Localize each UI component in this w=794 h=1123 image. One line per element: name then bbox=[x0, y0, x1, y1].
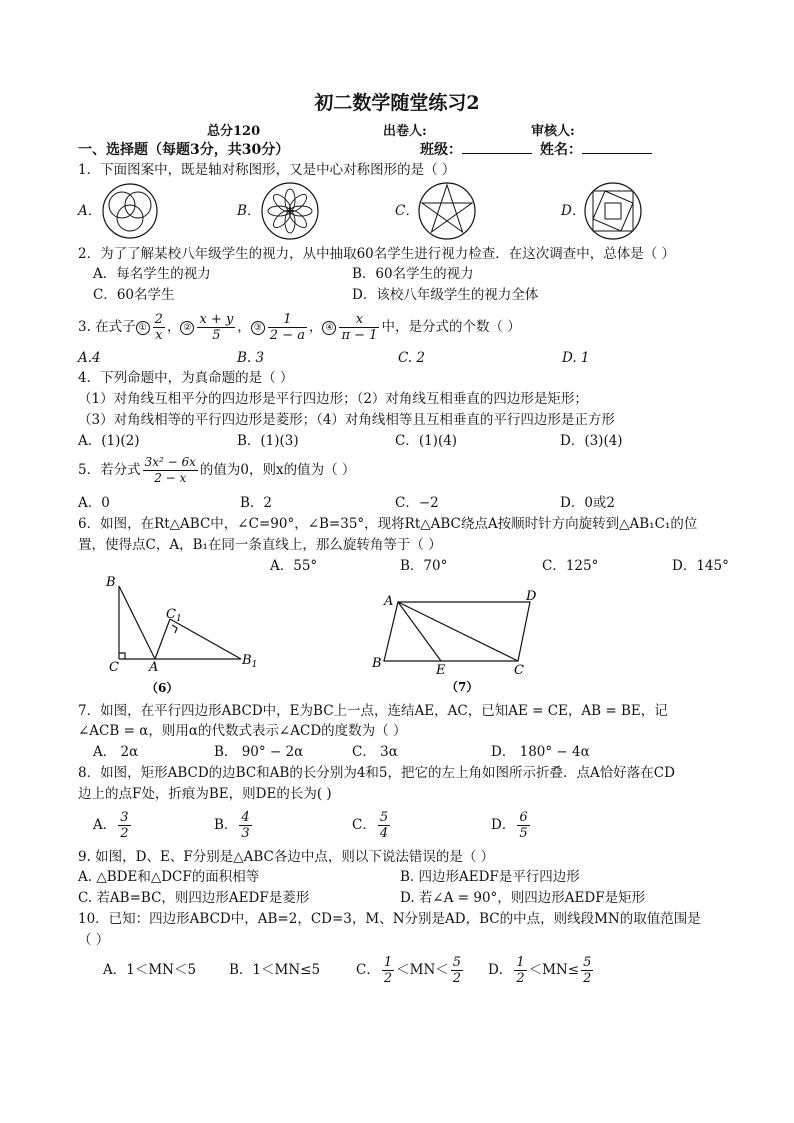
q4-statements-1: （1）对角线互相平分的四边形是平行四边形；（2）对角线互相垂直的四边形是矩形； bbox=[78, 391, 588, 407]
q5-option-a: A．0 bbox=[78, 495, 110, 511]
q4-option-a: A．(1)(2) bbox=[78, 433, 140, 449]
q9-stem: 9. 如图，D、E、F分别是△ABC各边中点，则以下说法错误的是（ ） bbox=[78, 849, 495, 865]
figure-7 bbox=[368, 585, 548, 697]
q3-option-d: D. 1 bbox=[562, 350, 590, 366]
q6-stem-1: 6．如图，在Rt△ABC中，∠C=90°，∠B=35°，现将Rt△ABC绕点A按顺时针方向旋转到△AB₁C₁的位 bbox=[78, 516, 698, 532]
q8-b-fraction bbox=[239, 810, 251, 841]
q8-c-num: 5 bbox=[379, 810, 389, 825]
q5-fraction bbox=[143, 455, 198, 486]
fig7-label-d: D bbox=[526, 589, 537, 604]
q1-figure-b bbox=[255, 181, 325, 241]
q3-f4-numerator: x bbox=[339, 312, 379, 328]
q10-c-lower bbox=[382, 955, 394, 986]
fig7-label-c: C bbox=[514, 663, 524, 678]
q3-option-c: C. 2 bbox=[398, 350, 426, 366]
q8-b-label: B． bbox=[214, 817, 238, 833]
class-blank bbox=[462, 153, 532, 154]
q10-c-upper-den: 2 bbox=[452, 971, 462, 986]
q7-option-c: C． 3α bbox=[352, 744, 398, 760]
class-label: 班级： bbox=[420, 142, 462, 158]
q4-statements-2: （3）对角线相等的平行四边形是菱形；（4）对角线相等且互相垂直的平行四边形是正方形 bbox=[78, 412, 615, 428]
q2-option-c: C．60名学生 bbox=[93, 287, 175, 303]
q3-fraction-3 bbox=[268, 312, 307, 343]
q10-d-label: D． bbox=[488, 962, 513, 978]
q1-figure-d bbox=[578, 180, 648, 242]
q10-d-upper bbox=[581, 955, 593, 986]
q5-option-d: D．0或2 bbox=[560, 495, 616, 511]
q8-b-num: 4 bbox=[241, 810, 250, 825]
q10-option-a: A．1＜MN＜5 bbox=[103, 962, 197, 978]
q8-a-label: A． bbox=[93, 817, 117, 833]
q3-f3-numerator: 1 bbox=[268, 312, 307, 328]
q10-c-lower-den: 2 bbox=[383, 971, 393, 986]
fig7-caption: （7） bbox=[446, 680, 479, 694]
q10-stem-1: 10．已知：四边形ABCD中，AB=2，CD=3，M、N分别是AD，BC的中点，则线段MN的取值范围是 bbox=[78, 911, 701, 927]
q3-suffix: 中，是分式的个数（ ） bbox=[381, 319, 521, 335]
q8-option-b bbox=[214, 808, 254, 842]
q2-option-d: D．该校八年级学生的视力全体 bbox=[352, 287, 539, 303]
q10-c-label: C． bbox=[356, 962, 380, 978]
fig6-label-c1 bbox=[166, 607, 182, 624]
q8-option-d bbox=[491, 808, 532, 842]
page-title: 初二数学随堂练习2 bbox=[314, 92, 480, 114]
fig7-label-b: B bbox=[372, 656, 382, 671]
q3-sep-2: ， bbox=[237, 319, 251, 335]
fig6-label-a: A bbox=[149, 660, 159, 675]
q7-stem-1: 7．如图，在平行四边形ABCD中，E为BC上一点，连结AE，AC，已知AE = CE，AB = BE，记 bbox=[78, 703, 668, 719]
q9-option-c: C. 若AB=BC，则四边形AEDF是菱形 bbox=[78, 890, 310, 906]
q10-option-c bbox=[356, 953, 465, 987]
total-score: 总分120 bbox=[207, 124, 261, 139]
q8-d-label: D． bbox=[491, 817, 516, 833]
q5-option-c: C．−2 bbox=[395, 495, 439, 511]
q10-d-upper-num: 5 bbox=[583, 955, 592, 970]
q8-stem-1: 8．如图，矩形ABCD的边BC和AB的长分别为4和5，把它的左上角如图所示折叠．点A恰好落在CD bbox=[78, 765, 675, 781]
q3-circle-1: ① bbox=[136, 321, 150, 335]
q1-figure-c bbox=[412, 180, 482, 242]
q8-c-label: C． bbox=[352, 817, 376, 833]
q10-c-upper-num: 5 bbox=[452, 955, 462, 970]
q7-option-b: B． 90° − 2α bbox=[214, 744, 304, 760]
q3-sep-1: ， bbox=[166, 319, 181, 335]
q8-stem-2: 边上的点F处，折痕为BE，则DE的长为( ) bbox=[78, 786, 332, 802]
fig6-b1-sub: 1 bbox=[251, 660, 258, 670]
q10-d-lower-den: 2 bbox=[516, 971, 525, 986]
q1-stem: 1．下面图案中，既是轴对称图形，又是中心对称图形的是（ ） bbox=[78, 162, 456, 178]
q9-option-a: A. △BDE和△DCF的面积相等 bbox=[78, 869, 260, 885]
q1-label-c: C． bbox=[395, 203, 419, 219]
q6-stem-2: 置，使得点C，A，B₁在同一条直线上，那么旋转角等于（ ） bbox=[78, 537, 442, 553]
fig7-label-a: A bbox=[384, 594, 394, 609]
q3-circle-4: ④ bbox=[322, 321, 336, 335]
q1-label-b: B． bbox=[237, 203, 261, 219]
q5-numerator: 3x² − 6x bbox=[144, 455, 196, 469]
q3-f2-numerator: x + y bbox=[199, 312, 234, 327]
q7-option-d: D． 180° − 4α bbox=[491, 744, 590, 760]
q4-option-c: C．(1)(4) bbox=[395, 433, 458, 449]
q10-c-lower-num: 1 bbox=[383, 955, 393, 970]
q6-option-b: B．70° bbox=[400, 558, 448, 574]
q8-b-den: 3 bbox=[241, 826, 250, 841]
q10-d-upper-den: 2 bbox=[583, 971, 592, 986]
reviewer-label: 审核人: bbox=[531, 124, 575, 139]
q5-stem bbox=[78, 453, 355, 487]
q6-option-c: C．125° bbox=[542, 558, 599, 574]
q3-prefix: 3. 在式子 bbox=[78, 319, 136, 335]
q8-a-num: 3 bbox=[120, 810, 129, 825]
q4-option-b: B．(1)(3) bbox=[237, 433, 299, 449]
class-field bbox=[420, 139, 532, 159]
q1-label-a: A． bbox=[78, 203, 102, 219]
q8-a-fraction bbox=[118, 810, 130, 841]
q3-f1-denominator: x bbox=[155, 328, 163, 343]
q8-option-a bbox=[93, 808, 133, 842]
q8-a-den: 2 bbox=[120, 826, 129, 841]
fig6-label-b1 bbox=[241, 653, 257, 670]
q3-f1-numerator: 2 bbox=[154, 312, 163, 327]
q3-option-a: A.4 bbox=[78, 350, 101, 366]
q5-option-b: B．2 bbox=[240, 495, 273, 511]
fig6-label-c: C bbox=[109, 660, 119, 675]
q3-sep-3: ， bbox=[308, 319, 323, 335]
q3-fraction-1 bbox=[153, 312, 165, 343]
name-label: 姓名： bbox=[540, 142, 582, 158]
q2-option-a: A．每名学生的视力 bbox=[93, 266, 211, 282]
author-label: 出卷人: bbox=[383, 124, 427, 139]
fig7-label-e: E bbox=[436, 663, 446, 678]
q6-option-a: A．55° bbox=[270, 558, 318, 574]
q9-option-d: D. 若∠A = 90°，则四边形AEDF是矩形 bbox=[400, 890, 646, 906]
q5-suffix: 的值为0，则x的值为（ ） bbox=[199, 462, 356, 478]
q8-d-num: 6 bbox=[519, 810, 528, 825]
q1-label-d: D． bbox=[561, 203, 586, 219]
name-field bbox=[540, 139, 652, 159]
q10-d-lower bbox=[514, 955, 526, 986]
q10-c-upper bbox=[451, 955, 463, 986]
q10-d-lower-num: 1 bbox=[516, 955, 525, 970]
q3-fraction-4 bbox=[339, 312, 379, 343]
q1-figure-a bbox=[95, 181, 165, 241]
q9-option-b: B. 四边形AEDF是平行四边形 bbox=[400, 869, 580, 885]
q5-denominator: 2 − x bbox=[154, 471, 187, 485]
q8-option-c bbox=[352, 808, 392, 842]
q3-stem bbox=[78, 310, 521, 344]
q8-c-den: 4 bbox=[379, 826, 389, 841]
q3-circle-3: ③ bbox=[251, 321, 265, 335]
q8-c-fraction bbox=[378, 810, 390, 841]
fig6-b1-letter: B bbox=[242, 653, 252, 668]
q10-stem-2: （ ） bbox=[78, 932, 110, 948]
q4-stem: 4．下列命题中，为真命题的是（ ） bbox=[78, 370, 294, 386]
q2-stem: 2．为了了解某校八年级学生的视力，从中抽取60名学生进行视力检查．在这次调查中，总体是（ ） bbox=[78, 246, 676, 262]
q5-prefix: 5．若分式 bbox=[78, 462, 141, 478]
q10-c-mid: ＜MN＜ bbox=[396, 962, 449, 978]
q8-d-fraction bbox=[517, 810, 529, 841]
q3-f4-denominator: π − 1 bbox=[341, 328, 378, 343]
fig6-label-b: B bbox=[106, 575, 116, 590]
q6-option-d: D．145° bbox=[672, 558, 729, 574]
q7-stem-2: ∠ACB = α，则用α的代数式表示∠ACD的度数为（ ） bbox=[78, 723, 407, 739]
q10-option-b: B．1＜MN≤5 bbox=[229, 962, 321, 978]
q3-f3-denominator: 2 − a bbox=[269, 328, 305, 343]
q4-option-d: D．(3)(4) bbox=[560, 433, 623, 449]
q3-circle-2: ② bbox=[180, 321, 194, 335]
figure-6 bbox=[100, 572, 270, 697]
fig6-caption: （6） bbox=[146, 681, 179, 695]
section-heading: 一、选择题（每题3分，共30分） bbox=[78, 142, 290, 158]
name-blank bbox=[582, 153, 652, 154]
fig6-c1-letter: C bbox=[166, 607, 176, 622]
q7-option-a: A． 2α bbox=[93, 744, 139, 760]
q3-f2-denominator: 5 bbox=[212, 328, 221, 343]
q3-option-b: B. 3 bbox=[237, 350, 265, 366]
q2-option-b: B．60名学生的视力 bbox=[352, 266, 474, 282]
q10-option-d bbox=[488, 953, 595, 987]
fig6-c1-sub: 1 bbox=[175, 614, 182, 624]
q10-d-mid: ＜MN≤ bbox=[528, 962, 580, 978]
q8-d-den: 5 bbox=[519, 826, 528, 841]
q3-fraction-2 bbox=[197, 312, 235, 343]
